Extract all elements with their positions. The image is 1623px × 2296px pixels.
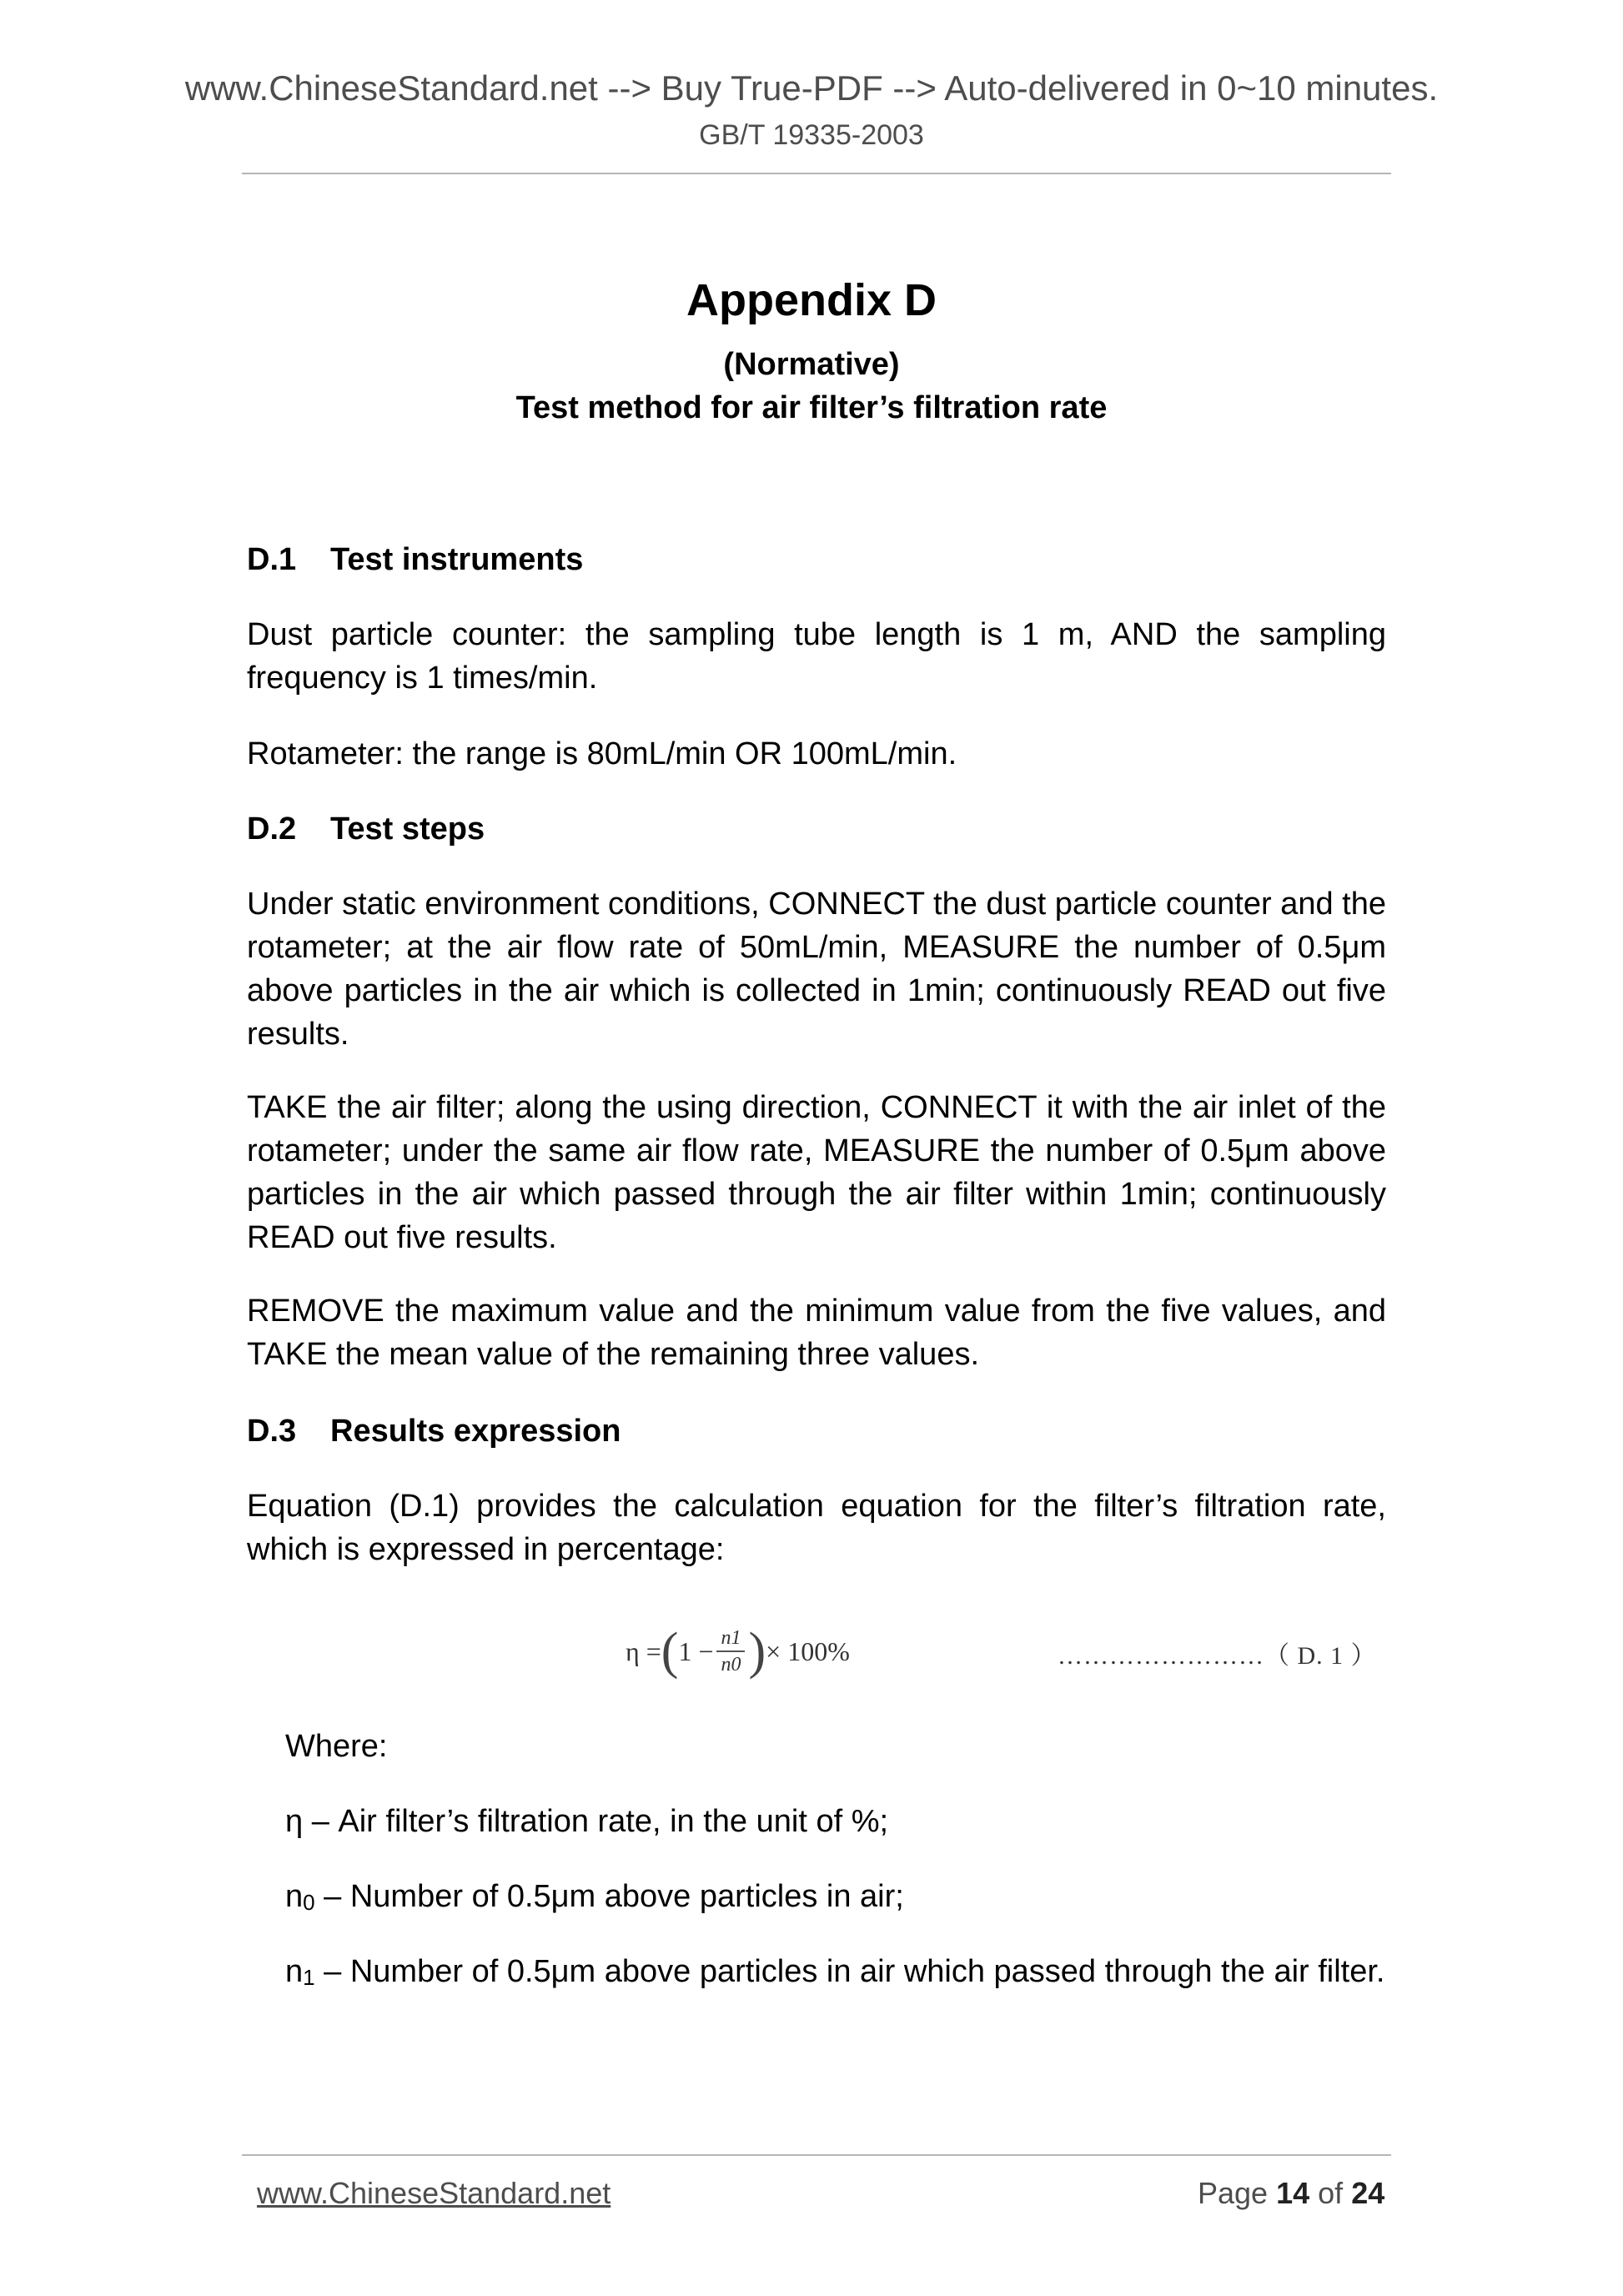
- page-total: 24: [1351, 2176, 1385, 2210]
- section-heading-d1: [247, 538, 583, 581]
- header-divider: [242, 173, 1391, 174]
- section-title: Test steps: [330, 811, 485, 847]
- header-banner: www.ChineseStandard.net --> Buy True-PDF --> Auto-delivered in 0~10 minutes.: [184, 68, 1439, 108]
- symbol-n1: n: [285, 1954, 304, 1989]
- section-heading-d3: [247, 1409, 621, 1453]
- section-body-d1-b: [247, 732, 1386, 776]
- page-indicator: [1198, 2176, 1384, 2211]
- page-current: 14: [1276, 2176, 1310, 2210]
- section-body-d3: [247, 1485, 1386, 1571]
- paragraph: Dust particle counter: the sampling tube length is 1 m, AND the sampling frequency is 1 times/min.: [247, 617, 1386, 696]
- definition-n1: [285, 1950, 1386, 1993]
- definition-text: – Air filter’s filtration rate, in the unit of %;: [303, 1804, 889, 1839]
- appendix-title: Appendix D: [686, 275, 937, 325]
- symbol-subscript: 0: [303, 1890, 315, 1915]
- section-heading-d2: [247, 807, 485, 851]
- section-number: D.2: [247, 811, 297, 847]
- symbol-eta: η: [285, 1804, 304, 1839]
- where-label: Where:: [285, 1729, 388, 1764]
- symbol-n0: n: [285, 1879, 304, 1914]
- definition-text: – Number of 0.5μm above particles in air;: [314, 1879, 904, 1914]
- section-body-d2-c: [247, 1289, 1386, 1376]
- symbol-subscript: 1: [303, 1965, 315, 1990]
- footer-website-link[interactable]: www.ChineseStandard.net: [257, 2176, 611, 2210]
- equation-d1: [626, 1622, 850, 1681]
- definition-eta: [285, 1800, 1386, 1843]
- paragraph: TAKE the air filter; along the using direction, CONNECT it with the air inlet of the rotameter; under the same air flow rate, MEASURE the number of 0.5μm above particles in the air which passed through the air filter within 1min; continuously READ out five results.: [247, 1090, 1386, 1255]
- fraction-numerator: n1: [721, 1627, 741, 1649]
- document-code: GB/T 19335-2003: [699, 119, 924, 151]
- appendix-type: (Normative): [723, 347, 900, 382]
- section-number: D.1: [247, 542, 297, 577]
- page-prefix: Page: [1198, 2176, 1269, 2210]
- equation-number: ……………………（ D. 1 ）: [1058, 1642, 1377, 1670]
- section-number: D.3: [247, 1414, 297, 1449]
- definition-text: – Number of 0.5μm above particles in air which passed through the air filter.: [314, 1954, 1385, 1989]
- left-paren: (: [661, 1623, 679, 1680]
- paragraph: Under static environment conditions, CONNECT the dust particle counter and the rotameter; at the air flow rate of 50mL/min, MEASURE the number of 0.5μm above particles in the air which is collected in 1min; continuously READ out five results.: [247, 887, 1386, 1052]
- paragraph: Equation (D.1) provides the calculation equation for the filter’s filtration rate, which is expressed in percentage:: [247, 1489, 1386, 1567]
- page-of: of: [1318, 2176, 1344, 2210]
- footer-divider: [242, 2154, 1391, 2156]
- definition-n0: [285, 1875, 1386, 1918]
- paragraph: Rotameter: the range is 80mL/min OR 100mL/min.: [247, 736, 957, 771]
- fraction: [716, 1627, 745, 1676]
- equation-lhs: η =: [626, 1635, 661, 1666]
- right-paren: ): [748, 1623, 766, 1680]
- section-title: Test instruments: [330, 542, 584, 577]
- fraction-denominator: n0: [721, 1654, 741, 1676]
- equation-one-minus: 1 −: [678, 1635, 714, 1666]
- appendix-subtitle: Test method for air filter’s filtration rate: [515, 390, 1108, 425]
- section-body-d1: [247, 613, 1386, 700]
- section-body-d2-a: [247, 882, 1386, 1056]
- section-title: Results expression: [330, 1414, 621, 1449]
- paragraph: REMOVE the maximum value and the minimum value from the five values, and TAKE the mean value of the remaining three values.: [247, 1294, 1386, 1372]
- section-body-d2-b: [247, 1086, 1386, 1259]
- fraction-bar: [716, 1650, 745, 1652]
- equation-times: × 100%: [766, 1635, 850, 1666]
